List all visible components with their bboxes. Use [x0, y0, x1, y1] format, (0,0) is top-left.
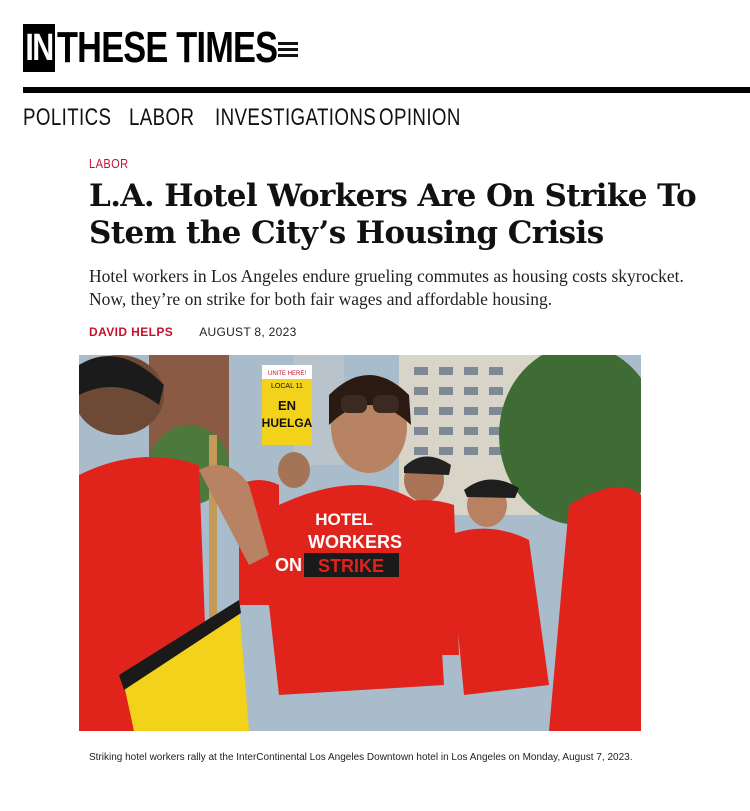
sign-text-huelga: HUELGA — [261, 416, 313, 430]
sign-text-en: EN — [277, 398, 297, 413]
shirt-text-workers: WORKERS — [308, 532, 402, 552]
sign-text-local: LOCAL 11 — [271, 383, 303, 390]
hamburger-menu-icon[interactable] — [278, 41, 298, 57]
sign-text-union: UNITE HERE! — [267, 371, 307, 377]
main-nav — [23, 104, 484, 132]
photo-caption: Striking hotel workers rally at the InterContinental Los Angeles Downtown hotel in Los Angeles on Monday, August 7, 2023. — [89, 752, 633, 763]
article-dek: Hotel workers in Los Angeles endure grueling commutes as housing costs skyrocket. Now, they’re on strike for both fair wages and affordable housing. — [89, 266, 684, 309]
shirt-text-on: ON — [275, 555, 302, 575]
byline — [89, 325, 297, 339]
article-category[interactable]: LABOR — [89, 156, 129, 171]
author-link[interactable]: DAVID HELPS — [89, 325, 174, 339]
shirt-text-strike: STRIKE — [317, 556, 385, 576]
article-photo — [79, 355, 641, 731]
logo-wordmark: THESE TIMES — [57, 23, 278, 72]
publish-date: AUGUST 8, 2023 — [199, 325, 297, 339]
shirt-text-hotel: HOTEL — [315, 510, 373, 529]
nav-item-opinion[interactable]: OPINION — [379, 104, 461, 131]
header-divider — [23, 87, 750, 93]
nav-item-labor[interactable]: LABOR — [129, 104, 195, 131]
article-headline: L.A. Hotel Workers Are On Strike To Stem the City’s Housing Crisis — [89, 178, 697, 251]
logo-box: IN — [23, 24, 55, 72]
nav-item-politics[interactable]: POLITICS — [23, 104, 112, 131]
nav-item-investigations[interactable]: INVESTIGATIONS — [215, 104, 377, 131]
